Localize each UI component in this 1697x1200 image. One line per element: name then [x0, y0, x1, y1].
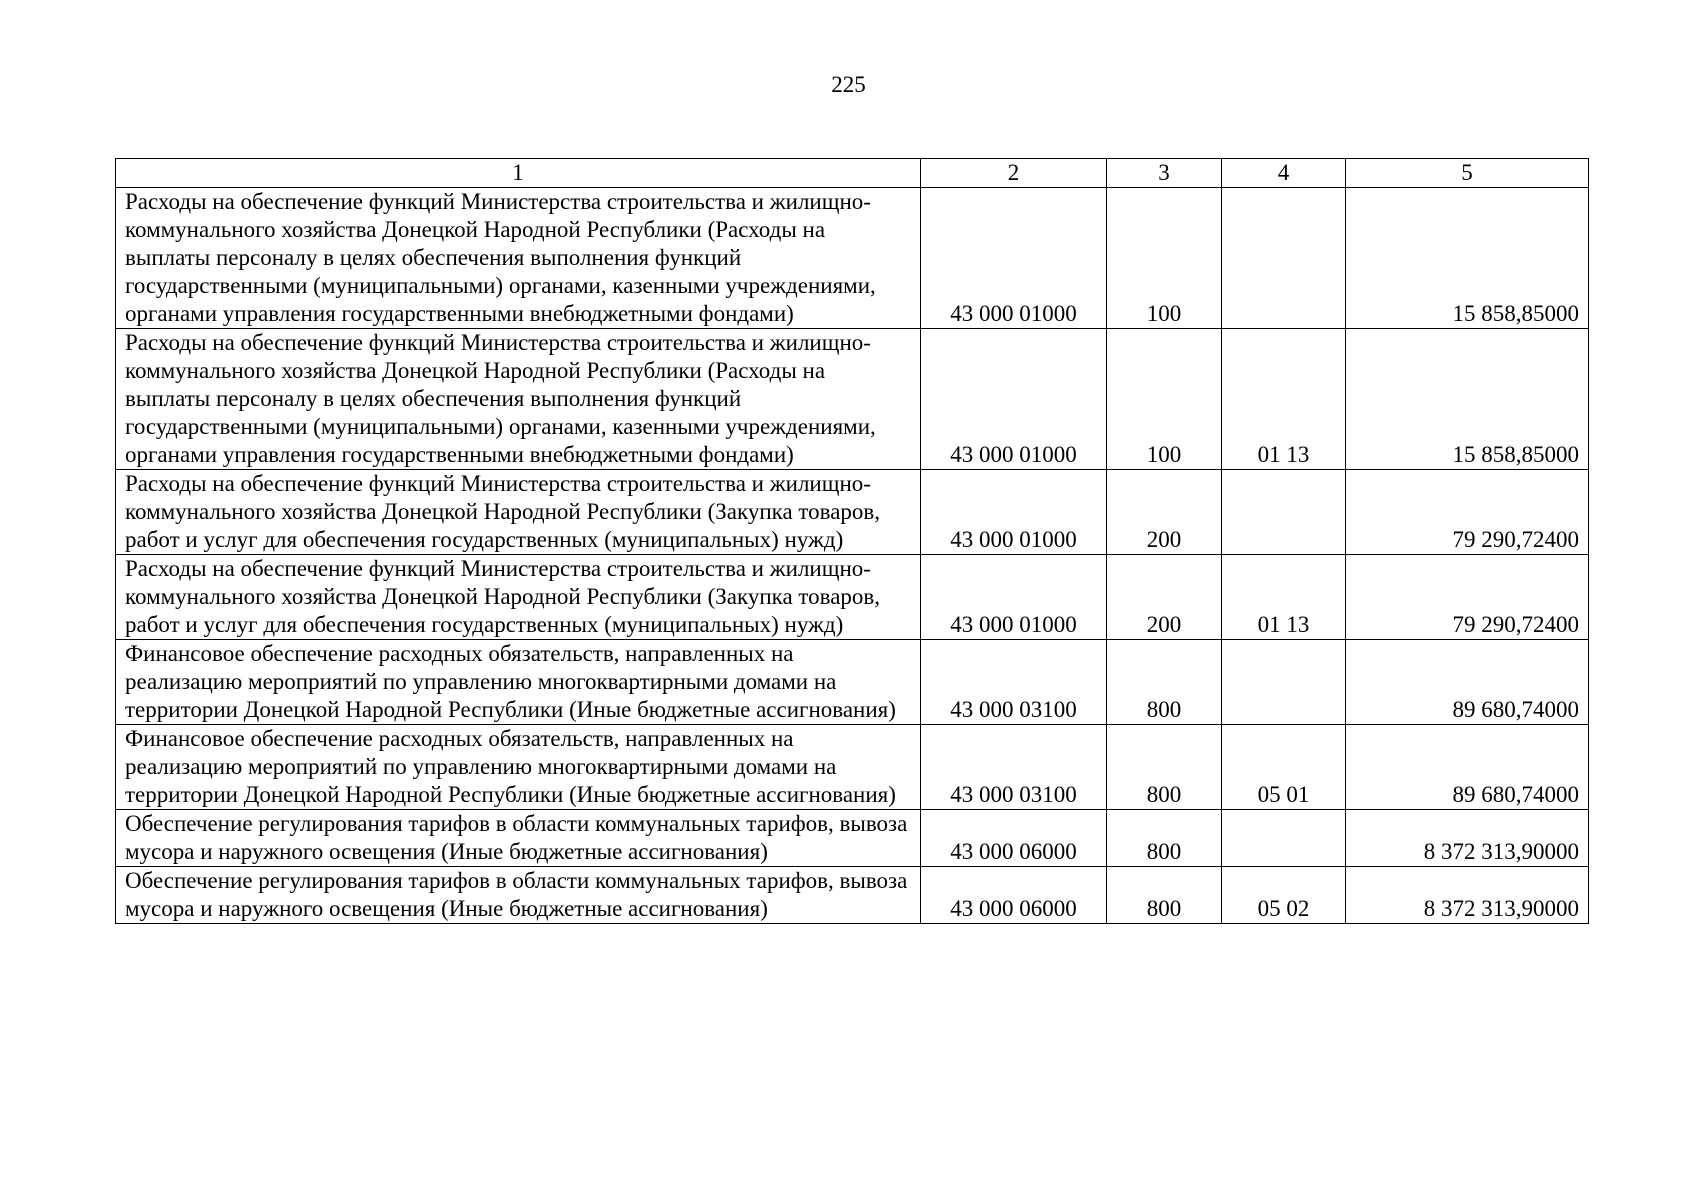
- table-row: [116, 867, 1589, 924]
- row-code: 43 000 06000: [921, 867, 1107, 924]
- row-name: Обеспечение регулирования тарифов в области коммунальных тарифов, вывоза мусора и наружного освещения (Иные бюджетные ассигнования): [116, 810, 921, 867]
- row-code: 43 000 03100: [921, 640, 1107, 725]
- row-section: 05 02: [1222, 867, 1346, 924]
- page-number: 225: [831, 72, 866, 97]
- header-col-3: 3: [1107, 159, 1222, 188]
- table-row: [116, 470, 1589, 555]
- row-amount: 89 680,74000: [1346, 640, 1589, 725]
- table-row: [116, 725, 1589, 810]
- row-type: 200: [1107, 470, 1222, 555]
- row-amount: 15 858,85000: [1346, 188, 1589, 329]
- row-amount: 15 858,85000: [1346, 329, 1589, 470]
- table-row: [116, 810, 1589, 867]
- row-section: 01 13: [1222, 555, 1346, 640]
- row-name: Финансовое обеспечение расходных обязательств, направленных на реализацию мероприятий по управлению многоквартирными домами на территории Донецкой Народной Республики (Иные бюджетные ассигнования): [116, 725, 921, 810]
- row-code: 43 000 03100: [921, 725, 1107, 810]
- row-section: [1222, 470, 1346, 555]
- table-row: [116, 640, 1589, 725]
- row-code: 43 000 01000: [921, 555, 1107, 640]
- row-type: 800: [1107, 725, 1222, 810]
- header-col-2: 2: [921, 159, 1107, 188]
- row-code: 43 000 01000: [921, 470, 1107, 555]
- row-section: [1222, 188, 1346, 329]
- header-col-5: 5: [1346, 159, 1589, 188]
- row-section: 05 01: [1222, 725, 1346, 810]
- header-col-1: 1: [116, 159, 921, 188]
- row-name: Расходы на обеспечение функций Министерства строительства и жилищно-коммунального хозяйства Донецкой Народной Республики (Закупка товаров, работ и услуг для обеспечения государственных (муниципальных) нужд): [116, 555, 921, 640]
- row-type: 800: [1107, 810, 1222, 867]
- row-amount: 8 372 313,90000: [1346, 810, 1589, 867]
- row-amount: 89 680,74000: [1346, 725, 1589, 810]
- row-type: 100: [1107, 188, 1222, 329]
- row-amount: 8 372 313,90000: [1346, 867, 1589, 924]
- row-code: 43 000 01000: [921, 329, 1107, 470]
- row-name: Расходы на обеспечение функций Министерства строительства и жилищно-коммунального хозяйства Донецкой Народной Республики (Расходы на выплаты персоналу в целях обеспечения выполнения функций государственными (муниципальными) органами, казенными учреждениями, органами управления государственными внебюджетными фондами): [116, 329, 921, 470]
- header-col-4: 4: [1222, 159, 1346, 188]
- row-name: Финансовое обеспечение расходных обязательств, направленных на реализацию мероприятий по управлению многоквартирными домами на территории Донецкой Народной Республики (Иные бюджетные ассигнования): [116, 640, 921, 725]
- row-name: Расходы на обеспечение функций Министерства строительства и жилищно-коммунального хозяйства Донецкой Народной Республики (Закупка товаров, работ и услуг для обеспечения государственных (муниципальных) нужд): [116, 470, 921, 555]
- row-name: Обеспечение регулирования тарифов в области коммунальных тарифов, вывоза мусора и наружного освещения (Иные бюджетные ассигнования): [116, 867, 921, 924]
- budget-table: [115, 158, 1589, 924]
- row-section: 01 13: [1222, 329, 1346, 470]
- row-type: 100: [1107, 329, 1222, 470]
- table-row: [116, 555, 1589, 640]
- row-type: 800: [1107, 867, 1222, 924]
- table-row: [116, 329, 1589, 470]
- row-name: Расходы на обеспечение функций Министерства строительства и жилищно-коммунального хозяйства Донецкой Народной Республики (Расходы на выплаты персоналу в целях обеспечения выполнения функций государственными (муниципальными) органами, казенными учреждениями, органами управления государственными внебюджетными фондами): [116, 188, 921, 329]
- row-code: 43 000 06000: [921, 810, 1107, 867]
- row-type: 200: [1107, 555, 1222, 640]
- row-section: [1222, 640, 1346, 725]
- row-amount: 79 290,72400: [1346, 555, 1589, 640]
- row-code: 43 000 01000: [921, 188, 1107, 329]
- row-amount: 79 290,72400: [1346, 470, 1589, 555]
- header-row: [116, 159, 1589, 188]
- row-type: 800: [1107, 640, 1222, 725]
- row-section: [1222, 810, 1346, 867]
- table-row: [116, 188, 1589, 329]
